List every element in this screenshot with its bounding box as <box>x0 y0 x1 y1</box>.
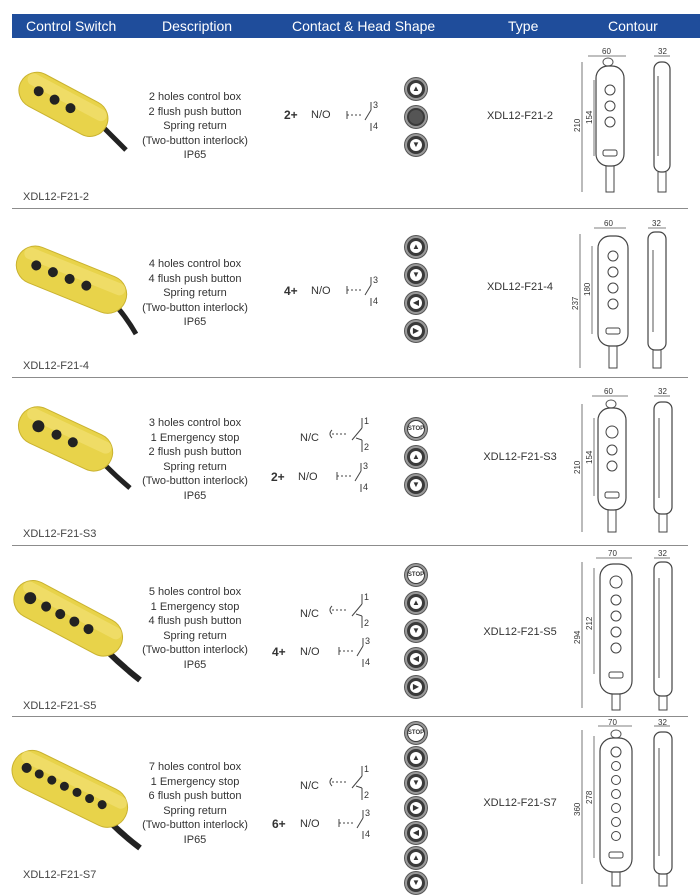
svg-text:3: 3 <box>373 275 379 285</box>
desc-line: IP65 <box>183 658 207 671</box>
desc-line: 6 flush push button <box>148 790 242 803</box>
stop-button-icon: STOP <box>405 564 427 586</box>
contour-drawing <box>570 548 688 714</box>
svg-text:32: 32 <box>658 47 667 56</box>
desc-line: 2 holes control box <box>148 91 242 103</box>
nc-contact-symbol <box>326 414 376 456</box>
svg-text:154: 154 <box>585 450 594 464</box>
right-arrow-icon: ▶ <box>405 797 427 819</box>
contact-type-no: N/O <box>300 818 320 830</box>
svg-text:32: 32 <box>658 387 667 396</box>
svg-text:4: 4 <box>373 296 379 306</box>
row-divider <box>12 716 688 717</box>
switch-model-label: XDL12-F21-S3 <box>23 528 97 540</box>
svg-text:4: 4 <box>365 829 371 839</box>
svg-text:70: 70 <box>608 549 617 558</box>
header-contact-head-shape: Contact & Head Shape <box>292 18 436 34</box>
svg-text:60: 60 <box>602 47 611 56</box>
svg-text:1: 1 <box>364 764 370 774</box>
contour-drawing <box>570 216 688 374</box>
svg-text:60: 60 <box>604 219 613 228</box>
no-contact-symbol <box>344 271 384 311</box>
desc-line: 1 Emergency stop <box>150 600 240 613</box>
contact-count: 6+ <box>272 817 286 831</box>
desc-line: 3 holes control box <box>148 417 242 429</box>
down-arrow-icon: ▼ <box>405 620 427 642</box>
contact-count: 4+ <box>284 284 298 298</box>
contact-count: 4+ <box>272 645 286 659</box>
svg-text:2: 2 <box>364 442 370 452</box>
type-value: XDL12-F21-S7 <box>483 797 557 809</box>
svg-text:180: 180 <box>583 282 592 296</box>
desc-line: Spring return <box>163 629 227 642</box>
no-contact-symbol <box>336 804 376 844</box>
desc-line: 7 holes control box <box>148 761 242 773</box>
stop-button-icon: STOP <box>405 722 427 744</box>
switch-model-label: XDL12-F21-S5 <box>23 700 97 712</box>
contour-drawing <box>570 718 688 888</box>
left-arrow-icon: ◀ <box>405 822 427 844</box>
desc-line: (Two-button interlock) <box>142 301 248 314</box>
pendant-photo-2-holes <box>8 58 128 158</box>
desc-line: 1 Emergency stop <box>150 431 240 444</box>
header-description: Description <box>162 18 233 34</box>
description-block <box>120 90 270 163</box>
svg-text:2: 2 <box>364 790 370 800</box>
contact-type-no: N/O <box>311 285 331 297</box>
head-shape-column <box>405 236 429 348</box>
contact-count: 2+ <box>271 470 285 484</box>
right-arrow-icon: ▶ <box>405 320 427 342</box>
contact-type-nc: N/C <box>300 432 319 444</box>
svg-text:32: 32 <box>652 219 661 228</box>
stop-button-icon: STOP <box>405 418 427 440</box>
svg-text:237: 237 <box>571 296 580 310</box>
no-contact-symbol <box>334 457 374 497</box>
svg-text:3: 3 <box>365 808 371 818</box>
desc-line: IP65 <box>183 489 207 502</box>
head-shape-column <box>405 78 429 162</box>
type-value: XDL12-F21-2 <box>486 110 554 122</box>
svg-text:278: 278 <box>585 790 594 804</box>
contour-drawing <box>570 46 688 198</box>
pendant-photo-4-holes <box>8 228 138 338</box>
desc-line: 4 flush push button <box>148 272 242 285</box>
head-shape-column <box>405 418 429 502</box>
up-arrow-icon: ▲ <box>405 446 427 468</box>
pendant-photo-3-holes-estop <box>8 392 132 496</box>
down-arrow-icon: ▼ <box>405 134 427 156</box>
desc-line: (Two-button interlock) <box>142 644 248 657</box>
svg-text:32: 32 <box>658 718 667 727</box>
description-block <box>120 760 270 848</box>
desc-line: IP65 <box>183 316 207 329</box>
svg-text:1: 1 <box>364 416 370 426</box>
header-contour: Contour <box>608 18 658 34</box>
svg-text:210: 210 <box>573 460 582 474</box>
down-arrow-icon: ▼ <box>405 772 427 794</box>
no-contact-symbol <box>336 632 376 672</box>
row-divider <box>12 545 688 546</box>
desc-line: Spring return <box>163 120 227 133</box>
desc-line: 1 Emergency stop <box>150 775 240 788</box>
svg-text:32: 32 <box>658 549 667 558</box>
up-arrow-icon: ▲ <box>405 236 427 258</box>
desc-line: Spring return <box>163 804 227 817</box>
contact-count: 2+ <box>284 108 298 122</box>
svg-text:3: 3 <box>373 100 379 110</box>
type-value: XDL12-F21-S5 <box>483 626 557 638</box>
head-shape-column <box>405 722 429 896</box>
desc-line: (Two-button interlock) <box>142 134 248 147</box>
contact-type-no: N/O <box>300 646 320 658</box>
up-arrow-icon: ▲ <box>405 747 427 769</box>
down-arrow-icon: ▼ <box>405 872 427 894</box>
svg-text:2: 2 <box>364 618 370 628</box>
switch-model-label: XDL12-F21-4 <box>23 360 90 372</box>
svg-text:360: 360 <box>573 802 582 816</box>
switch-model-label: XDL12-F21-2 <box>23 191 90 203</box>
header-control-switch: Control Switch <box>26 18 117 34</box>
down-arrow-icon: ▼ <box>405 264 427 286</box>
table-header <box>12 14 700 38</box>
svg-text:1: 1 <box>364 592 370 602</box>
svg-text:3: 3 <box>363 461 369 471</box>
left-arrow-icon: ◀ <box>405 292 427 314</box>
svg-text:70: 70 <box>608 718 617 727</box>
desc-line: 2 flush push button <box>148 446 242 459</box>
svg-text:60: 60 <box>604 387 613 396</box>
svg-text:3: 3 <box>365 636 371 646</box>
desc-line: IP65 <box>183 149 207 162</box>
svg-text:210: 210 <box>573 118 582 132</box>
contact-type-no: N/O <box>298 471 318 483</box>
desc-line: IP65 <box>183 833 207 846</box>
type-value: XDL12-F21-S3 <box>483 451 557 463</box>
desc-line: 4 flush push button <box>148 615 242 628</box>
contour-drawing <box>570 386 688 538</box>
row-divider <box>12 208 688 209</box>
down-arrow-icon: ▼ <box>405 474 427 496</box>
description-block <box>120 416 270 504</box>
desc-line: (Two-button interlock) <box>142 475 248 488</box>
up-arrow-icon: ▲ <box>405 78 427 100</box>
row-divider <box>12 377 688 378</box>
left-arrow-icon: ◀ <box>405 648 427 670</box>
contact-type-no: N/O <box>311 109 331 121</box>
contact-type-nc: N/C <box>300 608 319 620</box>
desc-line: Spring return <box>163 460 227 473</box>
desc-line: 4 holes control box <box>148 258 242 270</box>
description-block <box>120 585 270 673</box>
svg-text:154: 154 <box>585 110 594 124</box>
type-value: XDL12-F21-4 <box>486 281 554 293</box>
svg-text:4: 4 <box>365 657 371 667</box>
head-shape-column <box>405 564 429 704</box>
flush-button-icon <box>405 106 427 128</box>
header-type: Type <box>508 18 539 34</box>
right-arrow-icon: ▶ <box>405 676 427 698</box>
switch-model-label: XDL12-F21-S7 <box>23 869 97 881</box>
nc-contact-symbol <box>326 762 376 804</box>
desc-line: 2 flush push button <box>148 105 242 118</box>
desc-line: (Two-button interlock) <box>142 819 248 832</box>
svg-text:212: 212 <box>585 616 594 630</box>
up-arrow-icon: ▲ <box>405 847 427 869</box>
svg-text:294: 294 <box>573 630 582 644</box>
no-contact-symbol <box>344 96 384 136</box>
contact-type-nc: N/C <box>300 780 319 792</box>
svg-text:4: 4 <box>373 121 379 131</box>
up-arrow-icon: ▲ <box>405 592 427 614</box>
svg-text:4: 4 <box>363 482 369 492</box>
description-block <box>120 257 270 330</box>
desc-line: 5 holes control box <box>148 586 242 598</box>
nc-contact-symbol <box>326 590 376 632</box>
desc-line: Spring return <box>163 287 227 300</box>
